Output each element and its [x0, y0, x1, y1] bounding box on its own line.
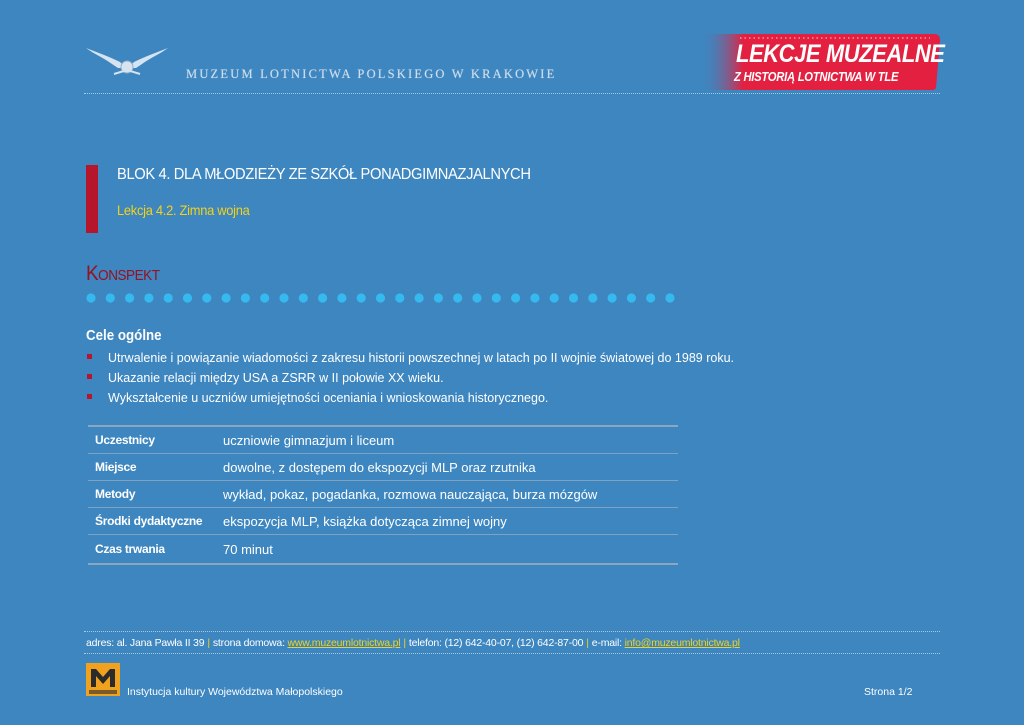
divider-dot [511, 293, 520, 302]
goals-list [86, 349, 734, 409]
table-row [88, 481, 678, 508]
goal-text: Ukazanie relacji między USA a ZSRR w II połowie XX wieku. [108, 371, 444, 385]
list-item [86, 389, 734, 409]
email-link[interactable]: info@muzeumlotnictwa.pl [624, 637, 740, 649]
divider-dot [183, 293, 192, 302]
bullet-icon [87, 374, 92, 379]
separator: | [207, 637, 210, 649]
block-accent-bar [86, 165, 98, 233]
divider-dot [241, 293, 250, 302]
divider-dot [472, 293, 481, 302]
contact-line [86, 637, 740, 649]
row-value: wykład, pokaz, pogadanka, rozmowa nauczająca, burza mózgów [223, 486, 598, 502]
website-link[interactable]: www.muzeumlotnictwa.pl [287, 637, 401, 649]
divider-dot [665, 293, 674, 302]
divider-dot [627, 293, 636, 302]
row-label: Miejsce [95, 460, 137, 474]
row-label: Uczestnicy [95, 433, 155, 447]
divider-dot [106, 293, 115, 302]
divider-dot [492, 293, 501, 302]
row-value: 70 minut [223, 541, 273, 557]
bullet-icon [87, 394, 92, 399]
divider-dot [376, 293, 385, 302]
divider-dot [415, 293, 424, 302]
table-row [88, 535, 678, 565]
table-row [88, 508, 678, 535]
bullet-icon [87, 354, 92, 359]
footer-divider-bottom [84, 653, 940, 654]
divider-dot [125, 293, 134, 302]
table-row [88, 454, 678, 481]
divider-dot [318, 293, 327, 302]
divider-dot [164, 293, 173, 302]
row-label: Czas trwania [95, 542, 165, 556]
row-label: Metody [95, 487, 136, 501]
goal-text: Utrwalenie i powiązanie wiadomości z zakresu historii powszechnej w latach po II wojnie światowej do 1989 roku. [108, 351, 735, 365]
row-value: uczniowie gimnazjum i liceum [223, 432, 395, 448]
divider-dot [202, 293, 211, 302]
divider-dot [395, 293, 404, 302]
phone-text: telefon: (12) 642-40-07, (12) 642-87-00 [408, 637, 584, 649]
divider-dot [222, 293, 231, 302]
banner-title: LEKCJE MUZEALNE [736, 40, 945, 68]
table-row [88, 427, 678, 454]
row-label: Środki dydaktyczne [95, 514, 203, 528]
list-item [86, 369, 734, 389]
divider-dot [299, 293, 308, 302]
divider-dot [86, 293, 95, 302]
banner-subtitle: Z HISTORIĄ LOTNICTWA W TLE [734, 70, 899, 84]
address-text: adres: al. Jana Pawła II 39 [86, 637, 205, 649]
row-value: dowolne, z dostępem do ekspozycji MLP oraz rzutnika [223, 459, 536, 475]
divider-dot [434, 293, 443, 302]
malopolska-logo-icon [86, 663, 120, 696]
divider-dot [260, 293, 269, 302]
footer-divider-top [84, 631, 940, 632]
institution-text: Instytucja kultury Województwa Małopolskiego [127, 686, 343, 698]
separator: | [586, 637, 589, 649]
dotted-divider [86, 292, 686, 304]
row-value: ekspozycja MLP, książka dotycząca zimnej wojny [223, 513, 507, 529]
museum-logo-icon [84, 42, 170, 82]
divider-dot [357, 293, 366, 302]
info-table [88, 425, 678, 565]
lesson-title: Lekcja 4.2. Zimna wojna [117, 202, 250, 218]
list-item [86, 349, 734, 369]
email-label: e-mail: [591, 637, 622, 649]
divider-dot [144, 293, 153, 302]
konspekt-heading: Konspekt [86, 262, 160, 285]
divider-dot [337, 293, 346, 302]
divider-dot [569, 293, 578, 302]
divider-dot [550, 293, 559, 302]
page-number: Strona 1/2 [864, 686, 913, 698]
divider-dot [279, 293, 288, 302]
block-title: BLOK 4. DLA MŁODZIEŻY ZE SZKÓŁ PONADGIMNAZJALNYCH [117, 166, 531, 183]
divider-dot [453, 293, 462, 302]
divider-dot [530, 293, 539, 302]
goal-text: Wykształcenie u uczniów umiejętności oceniania i wnioskowania historycznego. [108, 391, 549, 405]
separator: | [403, 637, 406, 649]
museum-name: MUZEUM LOTNICTWA POLSKIEGO W KRAKOWIE [186, 67, 557, 81]
divider-dot [588, 293, 597, 302]
website-label: strona domowa: [212, 637, 285, 649]
divider-dot [646, 293, 655, 302]
header-divider [84, 93, 940, 94]
divider-dot [608, 293, 617, 302]
goals-heading: Cele ogólne [86, 328, 162, 344]
